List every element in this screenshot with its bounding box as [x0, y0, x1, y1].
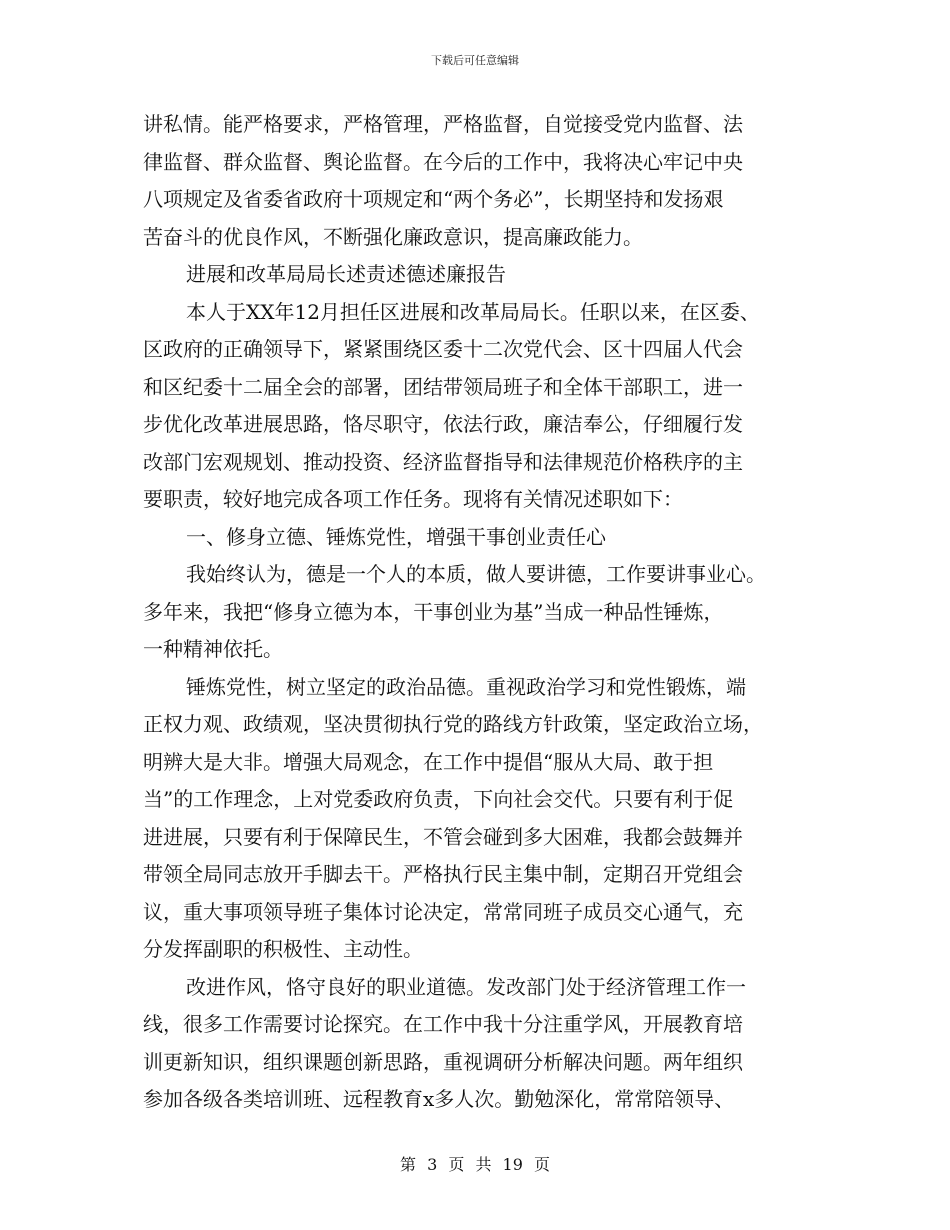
text-line: 训更新知识，组织课题创新思路，重视调研分析解决问题。两年组织 [143, 1049, 743, 1074]
text-line: 正权力观、政绩观，坚决贯彻执行党的路线方针政策，坚定政治立场， [143, 712, 763, 736]
text-line: 进进展，只要有利于保障民生，不管会碰到多大困难，我都会鼓舞并 [143, 824, 743, 849]
text-line: 线，很多工作需要讨论探究。在工作中我十分注重学风，开展教育培 [143, 1012, 743, 1036]
section-heading: 一、修身立德、锤炼党性，增强干事创业责任心 [186, 524, 606, 549]
text-line: 当”的工作理念，上对党委政府负责，下向社会交代。只要有利于促 [143, 787, 734, 811]
text-line: 议，重大事项领导班子集体讨论决定，常常同班子成员交心通气，充 [143, 899, 743, 924]
text-line: 改部门宏观规划、推动投资、经济监督指导和法律规范价格秩序的主 [143, 449, 743, 474]
text-line: 律监督、群众监督、舆论监督。在今后的工作中，我将决心牢记中央 [143, 149, 743, 174]
text-line: 区政府的正确领导下，紧紧围绕区委十二次党代会、区十四届人代会 [143, 337, 743, 361]
text-line: 讲私情。能严格要求，严格管理，严格监督，自觉接受党内监督、法 [143, 112, 743, 136]
page-footer: 第 3 页 共 19 页 [400, 1155, 550, 1174]
text-line: 一种精神依托。 [143, 637, 283, 661]
text-line: 改进作风，恪守良好的职业道德。发改部门处于经济管理工作一 [186, 974, 746, 999]
text-line: 锤炼党性，树立坚定的政治品德。重视政治学习和党性锻炼，端 [186, 674, 746, 699]
text-line: 多年来，我把“修身立德为本，干事创业为基”当成一种品性锤炼， [143, 599, 724, 624]
text-line: 参加各级各类培训班、远程教育x多人次。勤勉深化，常常陪领导、 [143, 1087, 735, 1111]
text-line: 明辨大是大非。增强大局观念，在工作中提倡“服从大局、敢于担 [143, 749, 714, 774]
page-header: 下载后可任意编辑 [431, 54, 519, 67]
text-line: 带领全局同志放开手脚去干。严格执行民主集中制，定期召开党组会 [143, 862, 743, 886]
text-line: 和区纪委十二届全会的部署，团结带领局班子和全体干部职工，进一 [143, 374, 743, 399]
section-title: 进展和改革局局长述责述德述廉报告 [186, 262, 506, 286]
text-line: 我始终认为，德是一个人的本质，做人要讲德，工作要讲事业心。 [186, 562, 766, 586]
document-body [143, 106, 823, 1119]
text-line: 要职责，较好地完成各项工作任务。现将有关情况述职如下： [143, 487, 683, 511]
text-line: 分发挥副职的积极性、主动性。 [143, 937, 423, 961]
text-line: 八项规定及省委省政府十项规定和“两个务必”，长期坚持和发扬艰 [143, 187, 724, 211]
text-line: 步优化改革进展思路，恪尽职守，依法行政，廉洁奉公，仔细履行发 [143, 412, 743, 436]
text-line: 苦奋斗的优良作风，不断强化廉政意识，提高廉政能力。 [143, 224, 643, 249]
text-line: 本人于XX年12月担任区进展和改革局局长。任职以来，在区委、 [186, 299, 760, 324]
